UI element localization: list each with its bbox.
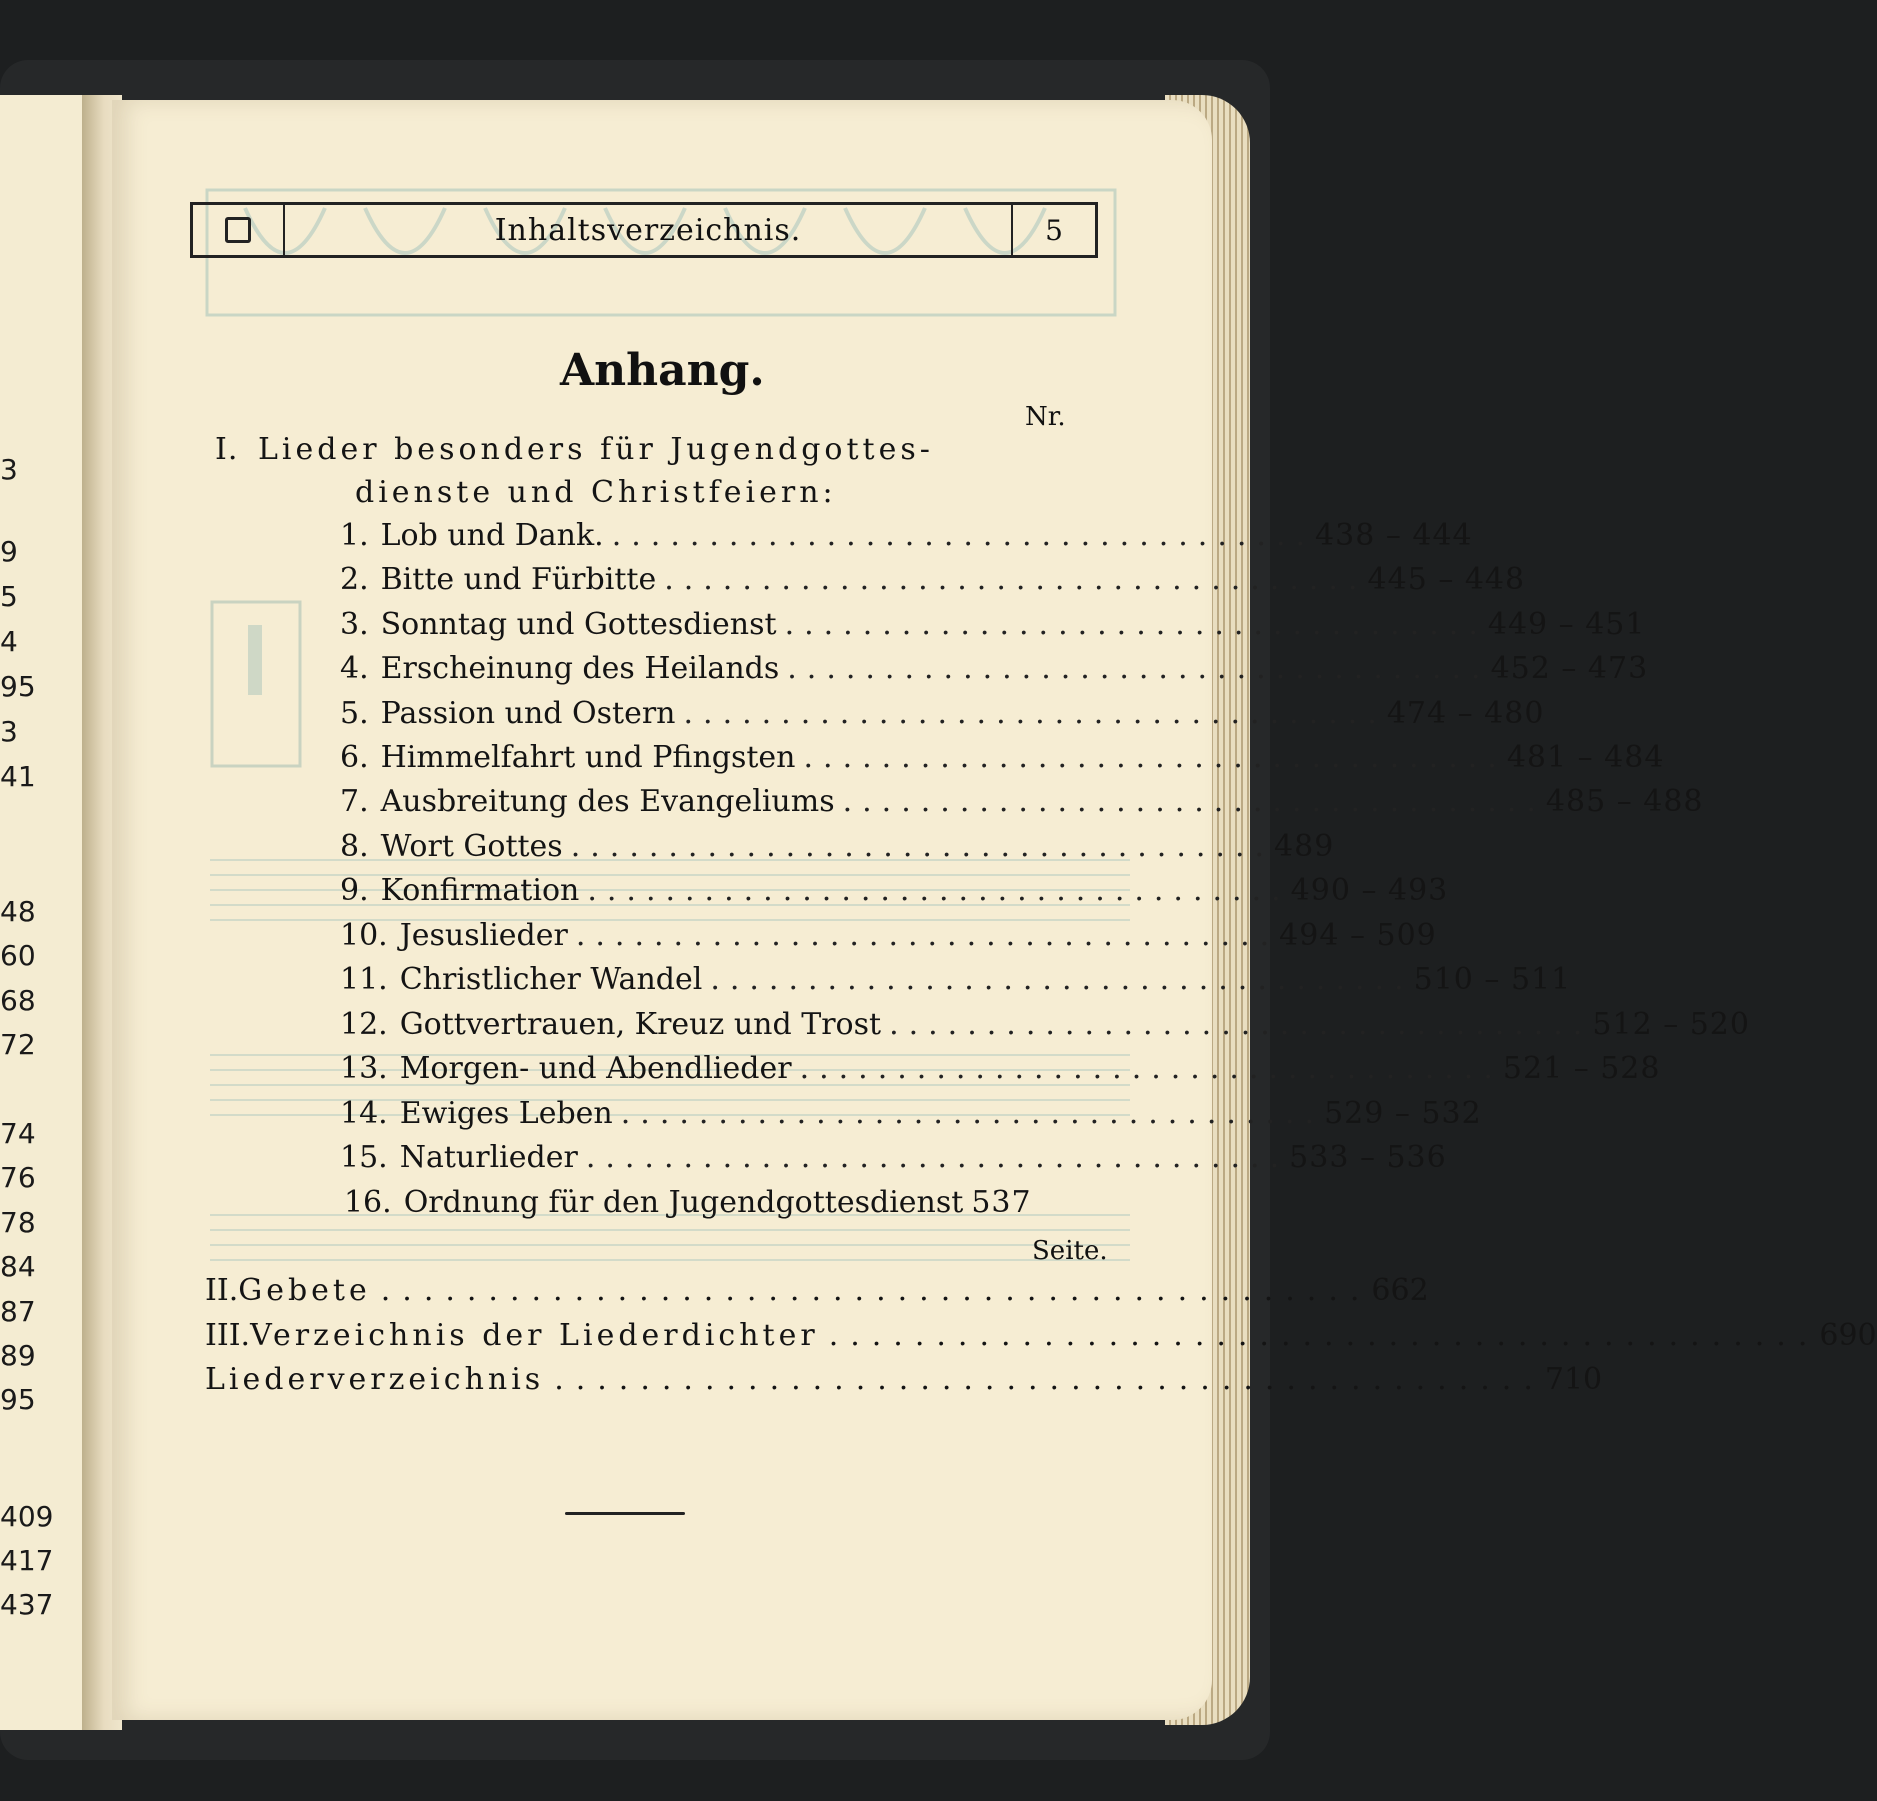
list-item [205, 1273, 1429, 1313]
item-range: 521 – 528 [1502, 1051, 1661, 1086]
left-page-number: 5 [0, 580, 18, 613]
part-page: 662 [1371, 1273, 1429, 1308]
left-page-number: 95 [0, 1383, 36, 1416]
item-range: 438 – 444 [1315, 518, 1473, 553]
header-ornament-cell [193, 205, 285, 255]
left-page-number: 74 [0, 1117, 36, 1150]
left-page-number: 4 [0, 625, 18, 658]
item-number: 4. [340, 651, 369, 686]
leader-dots: .................................... [611, 518, 1316, 553]
list-item [340, 518, 1473, 558]
item-number: 6. [340, 740, 369, 775]
leader-dots: .................................... [575, 918, 1280, 953]
item-range: 537 [971, 1185, 1032, 1220]
left-page-number: 72 [0, 1028, 36, 1061]
item-range: 490 – 493 [1290, 873, 1449, 908]
leader-dots: .................................... [799, 1051, 1503, 1086]
leader-dots: .................................... [587, 873, 1291, 908]
item-number: 16. [343, 1185, 392, 1220]
item-number: 10. [340, 918, 388, 953]
item-range: 452 – 473 [1490, 651, 1649, 686]
item-label: Jesuslieder [399, 918, 568, 953]
item-range: 481 – 484 [1506, 740, 1665, 775]
item-range: 445 – 448 [1367, 562, 1526, 597]
list-item [340, 873, 1449, 913]
leader-dots: .................................... [585, 1140, 1290, 1175]
list-item [205, 1318, 1877, 1358]
item-number: 7. [340, 784, 369, 819]
item-number: 2. [340, 562, 369, 597]
leader-dots: .................................... [803, 740, 1507, 775]
leader-dots: .................................... [620, 1096, 1325, 1131]
item-number: 5. [340, 696, 369, 731]
list-item [340, 1096, 1482, 1136]
left-page-number: 417 [0, 1544, 54, 1577]
left-page-number: 76 [0, 1161, 36, 1194]
leader-dots: .................................... [842, 784, 1546, 819]
part-one-heading-line1: Lieder besonders für Jugendgottes- [258, 432, 934, 467]
number-column-label: Nr. [1025, 402, 1066, 432]
left-page-number: 41 [0, 760, 36, 793]
item-label: Gottvertrauen, Kreuz und Trost [399, 1007, 882, 1042]
list-item [340, 962, 1572, 1002]
list-item [340, 784, 1704, 824]
item-number: 3. [340, 607, 369, 642]
item-label: Passion und Ostern [380, 696, 676, 731]
item-label: Konfirmation [380, 873, 580, 908]
left-page-number: 89 [0, 1339, 36, 1372]
item-label: Wort Gottes [380, 829, 563, 864]
part-one-heading-line2: dienste und Christfeiern: [355, 475, 837, 510]
leader-dots: .................................... [784, 607, 1488, 642]
ghost-box [210, 600, 302, 768]
item-range: 494 – 509 [1279, 918, 1437, 953]
list-item [340, 607, 1646, 647]
left-page-number: 3 [0, 453, 18, 486]
item-number: 1. [340, 518, 369, 553]
item-number: 13. [340, 1051, 388, 1086]
item-range: 510 – 511 [1413, 962, 1572, 997]
left-page-number: 78 [0, 1206, 36, 1239]
part-page: 710 [1544, 1362, 1603, 1397]
list-item [340, 1007, 1750, 1047]
part-roman: II. [205, 1273, 239, 1308]
item-range: 533 – 536 [1289, 1140, 1447, 1175]
page-column-label: Seite. [1032, 1236, 1108, 1266]
left-page-number: 87 [0, 1295, 36, 1328]
leader-dots: .............................................. [554, 1362, 1545, 1397]
item-number: 9. [340, 873, 369, 908]
list-item [340, 1140, 1447, 1180]
part-roman: III. [205, 1318, 251, 1353]
section-title: Anhang. [560, 345, 765, 396]
item-label: Naturlieder [399, 1140, 578, 1175]
left-page-number: 409 [0, 1500, 54, 1533]
left-page-number: 95 [0, 670, 36, 703]
left-page-number: 437 [0, 1588, 54, 1621]
leader-dots: .................................... [889, 1007, 1593, 1042]
leader-dots: .............................................. [828, 1318, 1820, 1353]
list-item [340, 1051, 1661, 1091]
square-ornament-icon [225, 217, 251, 243]
item-range: 474 – 480 [1386, 696, 1545, 731]
item-range: 449 – 451 [1487, 607, 1646, 642]
item-label: Ewiges Leben [399, 1096, 613, 1131]
left-page-number: 68 [0, 984, 36, 1017]
item-label: Sonntag und Gottesdienst [380, 607, 777, 642]
leader-dots: .................................... [664, 562, 1368, 597]
left-page [0, 95, 82, 1730]
page-number: 5 [1011, 205, 1095, 255]
header-title: Inhaltsverzeichnis. [494, 212, 802, 248]
part-label: Gebete [238, 1273, 371, 1308]
item-range: 512 – 520 [1592, 1007, 1750, 1042]
closing-rule [565, 1512, 685, 1515]
part-one-roman: I. [215, 432, 239, 467]
running-header [190, 202, 1098, 258]
part-label: Verzeichnis der Liederdichter [250, 1318, 819, 1353]
leader-dots: .................................... [710, 962, 1414, 997]
item-label: Erscheinung des Heilands [380, 651, 780, 686]
item-label: Christlicher Wandel [399, 962, 703, 997]
list-item [340, 829, 1335, 869]
item-range: 489 [1274, 829, 1335, 864]
item-number: 15. [340, 1140, 388, 1175]
leader-dots: .................................... [787, 651, 1491, 686]
list-item [340, 651, 1649, 691]
item-range: 485 – 488 [1545, 784, 1704, 819]
item-label: Himmelfahrt und Pfingsten [380, 740, 796, 775]
left-page-number: 9 [0, 535, 18, 568]
part-label: Liederverzeichnis [205, 1362, 545, 1397]
left-page-number: 3 [0, 715, 18, 748]
item-label: Morgen- und Abendlieder [399, 1051, 792, 1086]
leader-dots: .................................... [683, 696, 1387, 731]
left-page-number: 84 [0, 1250, 36, 1283]
list-item [340, 562, 1526, 602]
item-label: Ausbreitung des Evangeliums [380, 784, 835, 819]
list-item [340, 740, 1665, 780]
item-number: 14. [340, 1096, 388, 1131]
left-page-number: 48 [0, 895, 36, 928]
list-item [340, 696, 1545, 736]
leader-dots: .............................................. [380, 1273, 1372, 1308]
item-label: Lob und Dank. [380, 518, 604, 553]
item-number: 11. [340, 962, 388, 997]
left-page-number: 60 [0, 939, 36, 972]
item-label: Bitte und Fürbitte [380, 562, 657, 597]
item-range: 529 – 532 [1324, 1096, 1482, 1131]
list-item [340, 1185, 1105, 1225]
item-number: 12. [340, 1007, 388, 1042]
item-label: Ordnung für den Jugendgottesdienst [403, 1185, 964, 1220]
part-page: 690 [1819, 1318, 1877, 1353]
list-item [205, 1362, 1603, 1402]
leader-dots: .................................... [570, 829, 1275, 864]
item-number: 8. [340, 829, 369, 864]
list-item [340, 918, 1437, 958]
